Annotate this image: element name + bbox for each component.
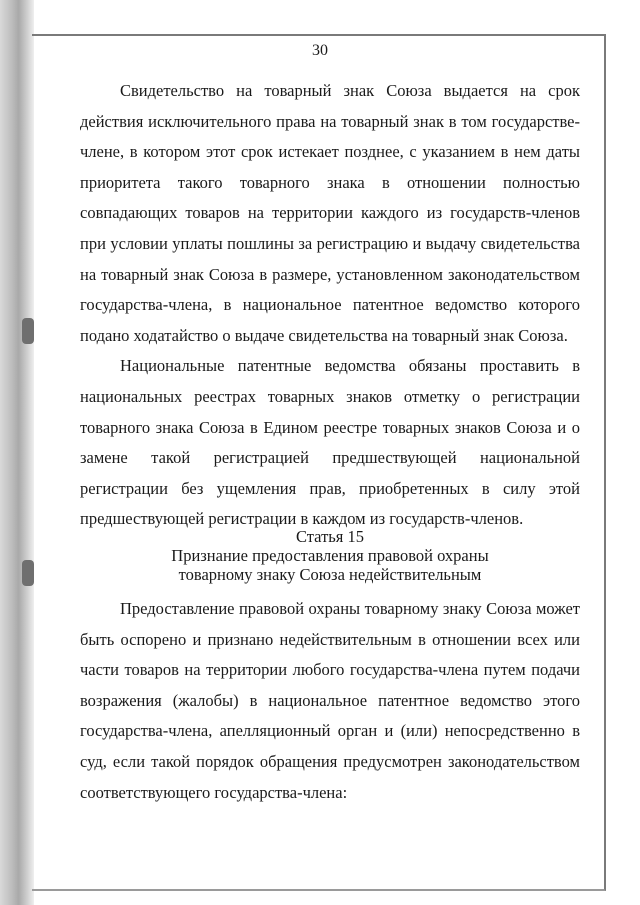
page-number: 30 [312, 42, 328, 59]
article-number: Статья 15 [295, 527, 365, 546]
scan-binding-edge [0, 0, 34, 905]
body-text-top [80, 76, 580, 535]
body-text-bottom [80, 594, 580, 808]
paragraph: Свидетельство на товарный знак Союза выдается на срок действия исключительного права на товарный знак в том государстве-члене, в котором этот срок истекает позднее, с указанием в нем даты приоритета такого товарного знака в отношении полностью совпадающих товаров на территории каждого из государств-членов при условии уплаты пошлины за регистрацию и выдачу свидетельства на товарный знак Союза в размере, установленном законодательством государства-члена, в национальное патентное ведомство которого подано ходатайство о выдаче свидетельства на товарный знак Союза. [80, 81, 580, 345]
article-heading [80, 527, 580, 584]
article-title-line: товарному знаку Союза недействительным [178, 565, 482, 584]
paragraph: Национальные патентные ведомства обязаны проставить в национальных реестрах товарных знаков отметку о регистрации товарного знака Союза в Едином реестре товарных знаков Союза и о замене такой регистрацией предшествующей национальной регистрации без ущемления прав, приобретенных в силу этой предшествующей регистрации в каждом из государств-членов. [80, 356, 580, 529]
article-title-line: Признание предоставления правовой охраны [171, 546, 489, 565]
paragraph: Предоставление правовой охраны товарному знаку Союза может быть оспорено и признано недействительным в отношении всех или части товаров на территории любого государства-члена путем подачи возражения (жалобы) в национальное патентное ведомство этого государства-члена, апелляционный орган и (или) непосредственно в суд, если такой порядок обращения предусмотрен законодательством соответствующего государства-члена: [80, 599, 580, 802]
